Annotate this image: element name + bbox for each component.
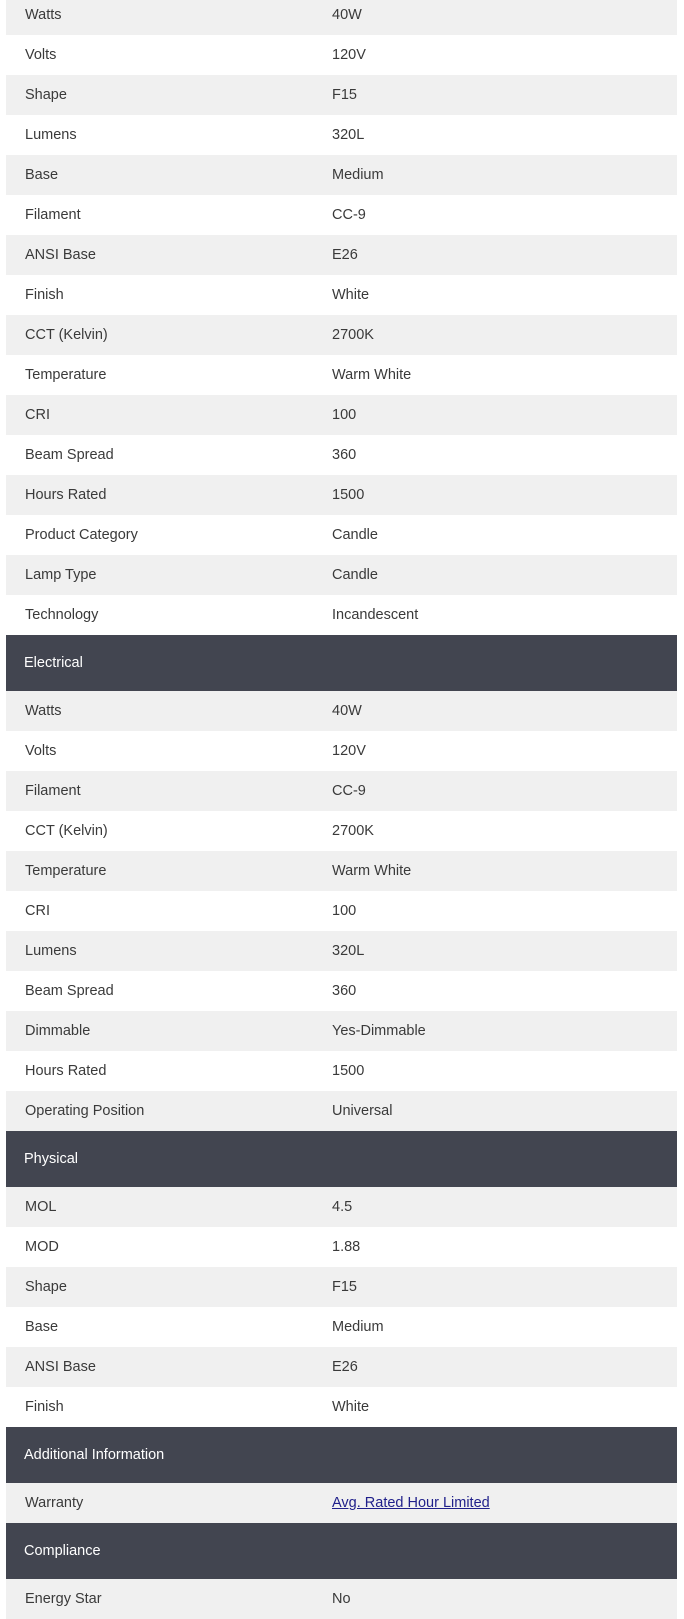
spec-row: [6, 315, 677, 355]
spec-label: CCT (Kelvin): [25, 823, 108, 839]
spec-value: Candle: [332, 567, 378, 583]
spec-row: [6, 851, 677, 891]
spec-value: E26: [332, 1359, 358, 1375]
spec-label: Temperature: [25, 367, 107, 383]
spec-label: Beam Spread: [25, 447, 114, 463]
spec-label: Volts: [25, 743, 57, 759]
spec-value: White: [332, 1399, 370, 1415]
spec-value: Warm White: [332, 863, 412, 879]
spec-label: Shape: [25, 87, 67, 103]
spec-value: Warm White: [332, 367, 412, 383]
spec-row: [6, 0, 677, 35]
spec-row: [6, 115, 677, 155]
spec-value: Medium: [332, 167, 384, 183]
spec-row: [6, 555, 677, 595]
spec-row: [6, 435, 677, 475]
spec-value: Incandescent: [332, 607, 419, 623]
spec-row: [6, 1579, 677, 1619]
spec-row: [6, 475, 677, 515]
spec-row: [6, 35, 677, 75]
section-header-additional-information: Additional Information: [6, 1427, 677, 1483]
spec-row: [6, 1387, 677, 1427]
spec-label: Finish: [25, 287, 64, 303]
spec-value: F15: [332, 1279, 357, 1295]
spec-row: [6, 515, 677, 555]
spec-label: MOD: [25, 1239, 59, 1255]
spec-row: [6, 1187, 677, 1227]
spec-value: 320L: [332, 127, 365, 143]
spec-value: 320L: [332, 943, 365, 959]
spec-row: [6, 235, 677, 275]
spec-value: [332, 1495, 677, 1511]
spec-label: Energy Star: [25, 1591, 102, 1607]
spec-row: [6, 155, 677, 195]
spec-label: MOL: [25, 1199, 57, 1215]
spec-label: Hours Rated: [25, 487, 107, 503]
spec-value: E26: [332, 247, 358, 263]
spec-value: 120V: [332, 47, 366, 63]
section-header-physical: Physical: [6, 1131, 677, 1187]
spec-row: [6, 1483, 677, 1523]
section-header-electrical: Electrical: [6, 635, 677, 691]
spec-label: Finish: [25, 1399, 64, 1415]
warranty-link[interactable]: Avg. Rated Hour Limited: [332, 1495, 490, 1511]
spec-row: [6, 75, 677, 115]
spec-row: [6, 1091, 677, 1131]
spec-label: CRI: [25, 407, 50, 423]
spec-row: [6, 731, 677, 771]
spec-label: Filament: [25, 207, 81, 223]
spec-row: [6, 931, 677, 971]
spec-row: [6, 691, 677, 731]
spec-value: 1500: [332, 1063, 365, 1079]
spec-label: Filament: [25, 783, 81, 799]
spec-value: 120V: [332, 743, 366, 759]
spec-value: 100: [332, 407, 357, 423]
spec-row: [6, 811, 677, 851]
spec-value: CC-9: [332, 207, 366, 223]
spec-label: ANSI Base: [25, 247, 96, 263]
spec-value: 360: [332, 983, 357, 999]
spec-label: Lumens: [25, 127, 77, 143]
spec-label: Hours Rated: [25, 1063, 107, 1079]
spec-value: No: [332, 1591, 351, 1607]
spec-value: Medium: [332, 1319, 384, 1335]
spec-label: Base: [25, 1319, 59, 1335]
spec-value: 2700K: [332, 327, 374, 343]
spec-value: Candle: [332, 527, 378, 543]
spec-label: Dimmable: [25, 1023, 91, 1039]
spec-value: 4.5: [332, 1199, 353, 1215]
spec-row: [6, 355, 677, 395]
spec-row: [6, 971, 677, 1011]
spec-row: [6, 1227, 677, 1267]
spec-label: Beam Spread: [25, 983, 114, 999]
spec-row: [6, 1051, 677, 1091]
spec-label: CRI: [25, 903, 50, 919]
spec-label: Watts: [25, 7, 62, 23]
spec-label: ANSI Base: [25, 1359, 96, 1375]
spec-label: Lumens: [25, 943, 77, 959]
spec-row: [6, 1307, 677, 1347]
spec-label: Volts: [25, 47, 57, 63]
spec-label: Base: [25, 167, 59, 183]
spec-row: [6, 275, 677, 315]
spec-value: CC-9: [332, 783, 366, 799]
spec-value: Yes-Dimmable: [332, 1023, 426, 1039]
spec-label: CCT (Kelvin): [25, 327, 108, 343]
spec-label: Product Category: [25, 527, 138, 543]
spec-row: [6, 395, 677, 435]
spec-value: F15: [332, 87, 357, 103]
spec-row: [6, 195, 677, 235]
spec-value: 1.88: [332, 1239, 361, 1255]
spec-label: Operating Position: [25, 1103, 145, 1119]
spec-label: Lamp Type: [25, 567, 97, 583]
spec-value: 360: [332, 447, 357, 463]
spec-table: [6, 0, 677, 1619]
spec-label: Shape: [25, 1279, 67, 1295]
spec-value: White: [332, 287, 370, 303]
spec-value: 100: [332, 903, 357, 919]
spec-value: Universal: [332, 1103, 393, 1119]
spec-value: 2700K: [332, 823, 374, 839]
spec-value: 40W: [332, 7, 362, 23]
spec-row: [6, 891, 677, 931]
spec-row: [6, 771, 677, 811]
spec-value: 40W: [332, 703, 362, 719]
spec-row: [6, 1011, 677, 1051]
spec-label: Technology: [25, 607, 99, 623]
spec-label: Temperature: [25, 863, 107, 879]
spec-value: 1500: [332, 487, 365, 503]
spec-label: Watts: [25, 703, 62, 719]
spec-row: [6, 595, 677, 635]
spec-row: [6, 1267, 677, 1307]
spec-row: [6, 1347, 677, 1387]
section-header-compliance: Compliance: [6, 1523, 677, 1579]
spec-label: Warranty: [25, 1495, 84, 1511]
